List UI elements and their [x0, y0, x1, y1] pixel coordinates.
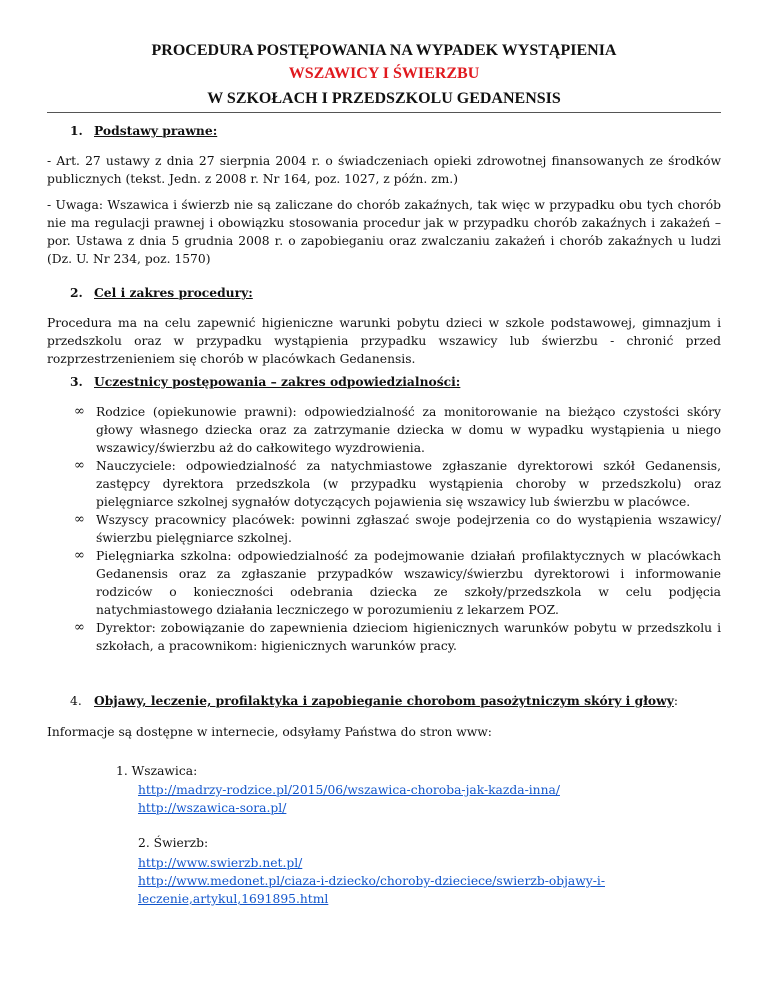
section-1-title: Podstawy prawne:: [94, 123, 218, 138]
link-madrzy-rodzice[interactable]: http://madrzy-rodzice.pl/2015/06/wszawica-choroba-jak-kazda-inna/: [138, 783, 560, 797]
list-item-text: Rodzice (opiekunowie prawni): odpowiedzialność za monitorowanie na bieżąco czystości skóry głowy własnego dziecka oraz za zatrzymanie dziecka w domu w wypadku wystąpienia u niego wszawicy/świerzbu aż do całkowitego wyzdrowienia.: [96, 405, 721, 455]
section-2-title: Cel i zakres procedury:: [94, 285, 253, 300]
section-3-heading: [70, 374, 460, 389]
infinity-bullet-icon: ∞: [74, 512, 85, 527]
infinity-bullet-icon: ∞: [74, 620, 85, 635]
infinity-bullet-icon: ∞: [74, 548, 85, 563]
doc-title-line-2: WSZAWICY I ŚWIERZBU: [288, 65, 480, 82]
section-1-heading: [70, 123, 217, 138]
link-wszawica-sora[interactable]: http://wszawica-sora.pl/: [138, 801, 287, 815]
list-item: [74, 511, 721, 547]
scabies-subheading: 2. Świerzb:: [138, 836, 209, 850]
responsibility-list: [74, 403, 721, 655]
doc-title-line-3: W SZKOŁACH I PRZEDSZKOLU GEDANENSIS: [207, 90, 561, 107]
link-medonet-line-2[interactable]: leczenie,artykul,1691895.html: [138, 892, 329, 906]
section-4-number: 4.: [70, 694, 82, 708]
list-item: [74, 547, 721, 619]
infinity-bullet-icon: ∞: [74, 404, 85, 419]
infinity-bullet-icon: ∞: [74, 458, 85, 473]
lice-subheading: 1. Wszawica:: [116, 764, 198, 778]
list-item-text: Dyrektor: zobowiązanie do zapewnienia dzieciom higienicznych warunków pobytu w przedszkolu i szkołach, a pracownikom: higienicznych warunków pracy.: [96, 621, 721, 653]
section-3-number: 3.: [70, 374, 83, 389]
section-2-number: 2.: [70, 285, 83, 300]
section-4-intro: Informacje są dostępne w internecie, odsyłamy Państwa do stron www:: [47, 725, 492, 739]
link-medonet-line-1[interactable]: http://www.medonet.pl/ciaza-i-dziecko/choroby-dzieciece/swierzb-objawy-i-: [138, 874, 605, 888]
section-1-paragraph-2: - Uwaga: Wszawica i świerzb nie są zaliczane do chorób zakaźnych, tak więc w przypadku obu tych chorób nie ma regulacji prawnej i obowiązku stosowania procedur jak w przypadku chorób zakaźnych i zakażeń – por. Ustawa z dnia 5 grudnia 2008 r. o zapobieganiu oraz zwalczaniu zakażeń i chorób zakaźnych u ludzi (Dz. U. Nr 234, poz. 1570): [47, 198, 721, 266]
section-2-paragraph: Procedura ma na celu zapewnić higieniczne warunki pobytu dzieci w szkole podstawowej, gimnazjum i przedszkolu oraz w przypadku wystąpienia przypadku wszawicy lub świerzbu - chronić przed rozprzestrzenieniem się chorób w placówkach Gedanensis.: [47, 316, 721, 366]
list-item-text: Pielęgniarka szkolna: odpowiedzialność za podejmowanie działań profilaktycznych w placówkach Gedanensis oraz za zgłaszanie przypadków wszawicy/świerzbu dyrektorowi i informowanie rodziców o konieczności odebrania dziecka ze szkoły/przedszkola w celu podjęcia natychmiastowego działania leczniczego w porozumieniu z lekarzem POZ.: [96, 549, 721, 617]
section-3-title: Uczestnicy postępowania – zakres odpowiedzialności:: [94, 374, 461, 389]
link-swierzb-net[interactable]: http://www.swierzb.net.pl/: [138, 856, 303, 870]
section-4-title: Objawy, leczenie, profilaktyka i zapobieganie chorobom pasożytniczym skóry i głowy: [94, 693, 674, 708]
doc-title-line-1: PROCEDURA POSTĘPOWANIA NA WYPADEK WYSTĄPIENIA: [151, 42, 617, 59]
list-item: [74, 619, 721, 655]
list-item: [74, 403, 721, 457]
list-item-text: Wszyscy pracownicy placówek: powinni zgłaszać swoje podejrzenia co do wystąpienia wszawicy/świerzbu pielęgniarce szkolnej.: [96, 513, 721, 545]
section-4-colon: :: [673, 694, 679, 708]
list-item: [74, 457, 721, 511]
title-divider: [47, 112, 721, 113]
section-1-number: 1.: [70, 123, 83, 138]
section-2-heading: [70, 285, 253, 300]
section-4-heading: [70, 693, 678, 708]
list-item-text: Nauczyciele: odpowiedzialność za natychmiastowe zgłaszanie dyrektorowi szkół Gedanensis, zastępcy dyrektora przedszkola (w przypadku wystąpienia choroby w przedszkolu) oraz pielęgniarce szkolnej sygnałów dotyczących pojawienia się wszawicy lub świerzbu w placówce.: [96, 459, 721, 509]
section-1-paragraph-1: - Art. 27 ustawy z dnia 27 sierpnia 2004 r. o świadczeniach opieki zdrowotnej finansowanych ze środków publicznych (tekst. Jedn. z 2008 r. Nr 164, poz. 1027, z późn. zm.): [47, 154, 721, 186]
